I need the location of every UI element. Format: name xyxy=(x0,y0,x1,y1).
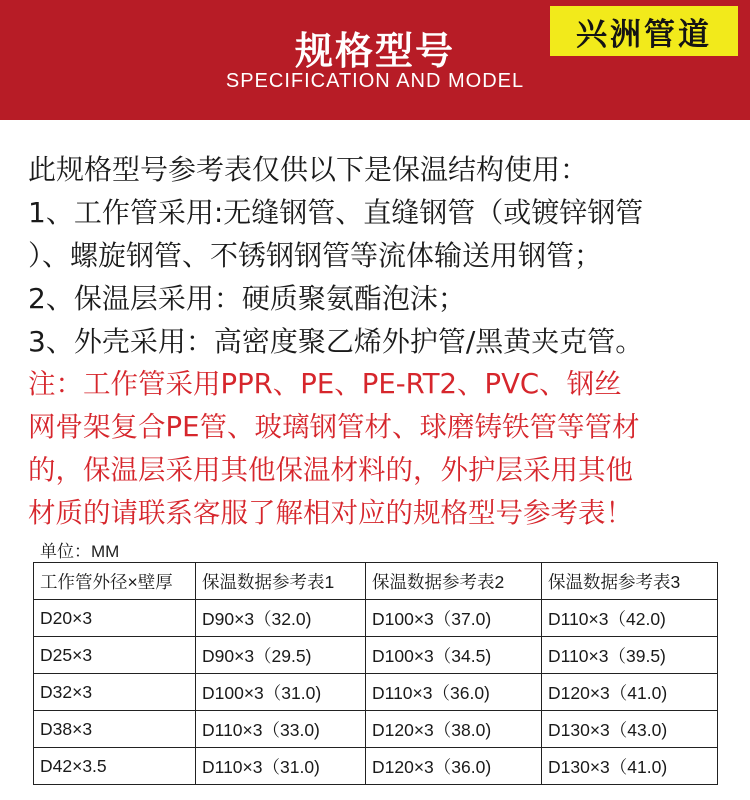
table-cell: D38×3 xyxy=(34,711,196,748)
table-cell: D120×3（38.0) xyxy=(366,711,542,748)
table-row xyxy=(34,711,718,748)
table-cell: D42×3.5 xyxy=(34,748,196,785)
brand-logo: 兴洲管道 xyxy=(550,6,738,56)
table-cell: D25×3 xyxy=(34,637,196,674)
intro-line: ）、螺旋钢管、不锈钢钢管等流体输送用钢管； xyxy=(28,239,603,272)
table-header-row xyxy=(34,563,718,600)
table-cell: D110×3（33.0) xyxy=(196,711,366,748)
table-row xyxy=(34,600,718,637)
table-cell: D120×3（36.0) xyxy=(366,748,542,785)
table-cell: D120×3（41.0) xyxy=(542,674,718,711)
note-line: 的，保温层采用其他保温材料的，外护层采用其他 xyxy=(28,454,633,486)
note-line: 网骨架复合PE管、玻璃钢管材、球磨铸铁管等管材 xyxy=(28,411,640,443)
table-cell: D32×3 xyxy=(34,674,196,711)
intro-line: 此规格型号参考表仅供以下是保温结构使用： xyxy=(28,153,589,186)
unit-label: 单位：MM xyxy=(40,542,120,561)
table-cell: D110×3（42.0) xyxy=(542,600,718,637)
spec-table xyxy=(33,562,718,785)
intro-line: 2、保温层采用：硬质聚氨酯泡沫； xyxy=(28,282,466,315)
table-cell: D110×3（31.0) xyxy=(196,748,366,785)
page-title: 规格型号 xyxy=(294,29,455,73)
table-cell: D130×3（41.0) xyxy=(542,748,718,785)
note-line: 材质的请联系客服了解相对应的规格型号参考表！ xyxy=(28,497,633,529)
page-subtitle: SPECIFICATION AND MODEL xyxy=(225,70,525,92)
note-line: 注：工作管采用PPR、PE、PE-RT2、PVC、钢丝 xyxy=(28,368,622,400)
column-header: 保温数据参考表3 xyxy=(542,563,718,600)
column-header: 保温数据参考表2 xyxy=(366,563,542,600)
intro-line: 3、外壳采用：高密度聚乙烯外护管/黑黄夹克管。 xyxy=(28,325,644,358)
intro-line: 1、工作管采用:无缝钢管、直缝钢管（或镀锌钢管 xyxy=(28,196,644,229)
table-cell: D110×3（36.0) xyxy=(366,674,542,711)
table-row xyxy=(34,637,718,674)
column-header: 保温数据参考表1 xyxy=(196,563,366,600)
table-cell: D130×3（43.0) xyxy=(542,711,718,748)
table-row xyxy=(34,674,718,711)
table-cell: D100×3（34.5) xyxy=(366,637,542,674)
table-cell: D110×3（39.5) xyxy=(542,637,718,674)
table-cell: D20×3 xyxy=(34,600,196,637)
table-row xyxy=(34,748,718,785)
description-block xyxy=(28,148,728,535)
table-cell: D90×3（29.5) xyxy=(196,637,366,674)
table-cell: D90×3（32.0) xyxy=(196,600,366,637)
header-banner xyxy=(0,0,750,120)
table-cell: D100×3（31.0) xyxy=(196,674,366,711)
table-cell: D100×3（37.0) xyxy=(366,600,542,637)
column-header: 工作管外径×壁厚 xyxy=(34,563,196,600)
